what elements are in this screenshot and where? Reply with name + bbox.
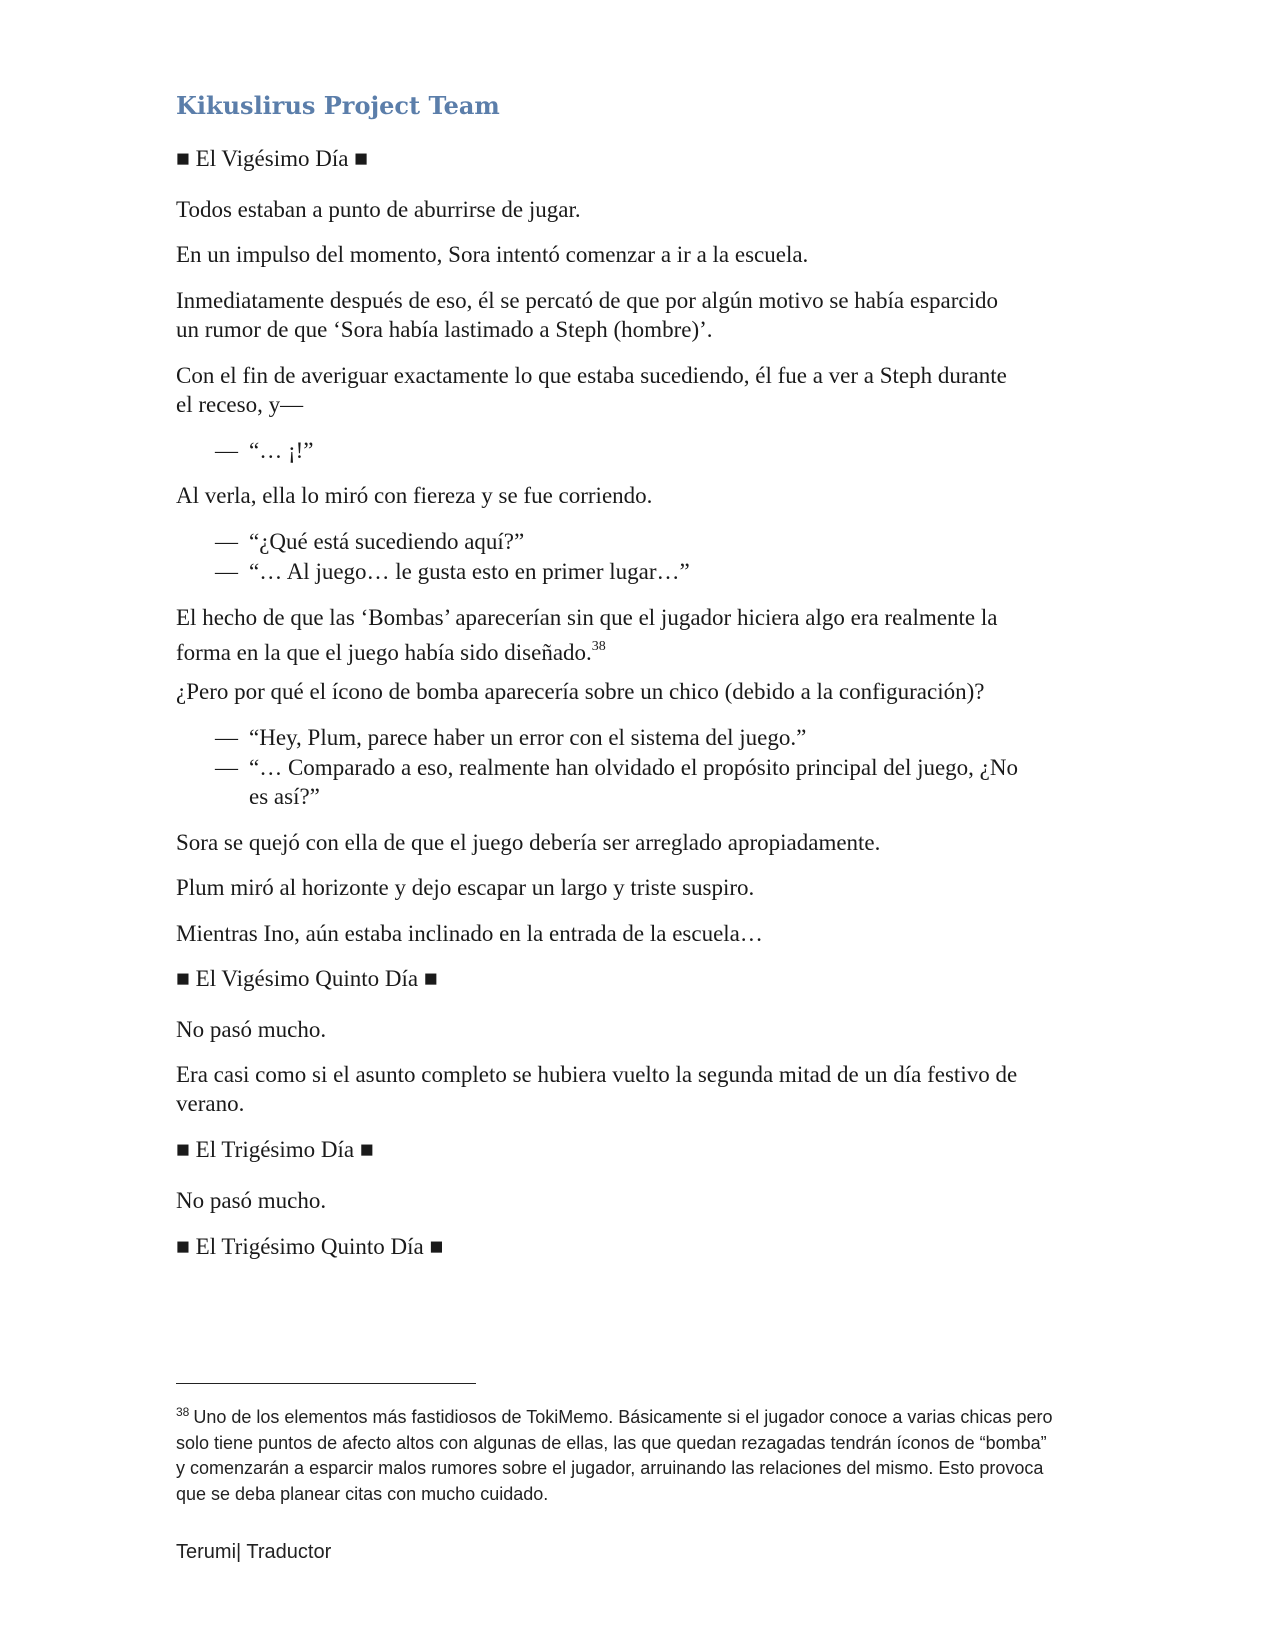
paragraph-line: verano. — [176, 1091, 245, 1116]
paragraph: En un impulso del momento, Sora intentó comenzar a ir a la escuela. — [176, 242, 809, 267]
footnote — [176, 1400, 1096, 1507]
paragraph-text: forma en la que el juego había sido diseñado. — [176, 640, 592, 665]
paragraph: Mientras Ino, aún estaba inclinado en la entrada de la escuela… — [176, 921, 763, 946]
dialogue-text: “… Comparado a eso, realmente han olvidado el propósito principal del juego, ¿No — [249, 755, 1018, 780]
footnote-number: 38 — [176, 1405, 190, 1419]
section-heading-day-30: ■ El Trigésimo Día ■ — [176, 1137, 374, 1162]
section-heading-day-25: ■ El Vigésimo Quinto Día ■ — [176, 966, 438, 991]
footnote-line: que se deba planear citas con mucho cuidado. — [176, 1483, 549, 1504]
dialogue-item — [215, 435, 314, 466]
footnote-separator — [176, 1383, 476, 1384]
paragraph: Al verla, ella lo miró con fiereza y se fue corriendo. — [176, 483, 653, 508]
paragraph-line: un rumor de que ‘Sora había lastimado a Steph (hombre)’. — [176, 317, 713, 342]
paragraph-line — [176, 631, 606, 668]
dialogue-item — [215, 556, 690, 587]
footnote-line: y comenzarán a esparcir malos rumores sobre el jugador, arruinando las relaciones del mismo. Esto provoca — [176, 1458, 1044, 1478]
dialogue-item — [215, 722, 806, 753]
dialogue-text: “¿Qué está sucediendo aquí?” — [249, 529, 525, 554]
paragraph-line: Era casi como si el asunto completo se hubiera vuelto la segunda mitad de un día festivo de — [176, 1062, 1018, 1087]
dialogue-dash: — — [215, 559, 238, 584]
page-footer: Terumi| Traductor — [176, 1541, 332, 1563]
paragraph: Todos estaban a punto de aburrirse de jugar. — [176, 197, 581, 222]
paragraph-line: El hecho de que las ‘Bombas’ aparecerían sin que el jugador hiciera algo era realmente la — [176, 605, 998, 630]
paragraph: No pasó mucho. — [176, 1188, 327, 1213]
footnote-line: solo tiene puntos de afecto altos con algunas de ellas, las que quedan rezagadas tendrán íconos de “bomba” — [176, 1432, 1047, 1453]
dialogue-dash: — — [215, 755, 238, 780]
dialogue-text: “… Al juego… le gusta esto en primer lugar…” — [249, 559, 690, 584]
section-heading-day-20: ■ El Vigésimo Día ■ — [176, 146, 369, 171]
dialogue-dash: — — [215, 438, 238, 463]
paragraph: ¿Pero por qué el ícono de bomba aparecería sobre un chico (debido a la configuración)? — [176, 679, 985, 704]
paragraph: No pasó mucho. — [176, 1017, 327, 1042]
section-heading-day-35: ■ El Trigésimo Quinto Día ■ — [176, 1234, 444, 1259]
paragraph: Sora se quejó con ella de que el juego debería ser arreglado apropiadamente. — [176, 830, 881, 855]
footnote-reference[interactable]: 38 — [591, 639, 606, 654]
dialogue-text: “Hey, Plum, parece haber un error con el sistema del juego.” — [249, 725, 807, 750]
dialogue-dash: — — [215, 529, 238, 554]
dialogue-text: “… ¡!” — [249, 438, 314, 463]
paragraph-line: Inmediatamente después de eso, él se percató de que por algún motivo se había esparcido — [176, 288, 998, 313]
dialogue-item — [215, 526, 524, 557]
footnote-text: Uno de los elementos más fastidiosos de TokiMemo. Básicamente si el jugador conoce a varias chicas pero — [193, 1407, 1053, 1427]
dialogue-item — [215, 752, 1018, 783]
footnote-line — [176, 1400, 1096, 1431]
dialogue-dash: — — [215, 725, 238, 750]
paragraph-line: el receso, y— — [176, 392, 304, 417]
dialogue-continuation: es así?” — [249, 784, 320, 809]
paragraph-line: Con el fin de averiguar exactamente lo que estaba sucediendo, él fue a ver a Steph durante — [176, 363, 1007, 388]
paragraph: Plum miró al horizonte y dejo escapar un largo y triste suspiro. — [176, 875, 755, 900]
page-header-title: Kikuslirus Project Team — [176, 91, 500, 120]
